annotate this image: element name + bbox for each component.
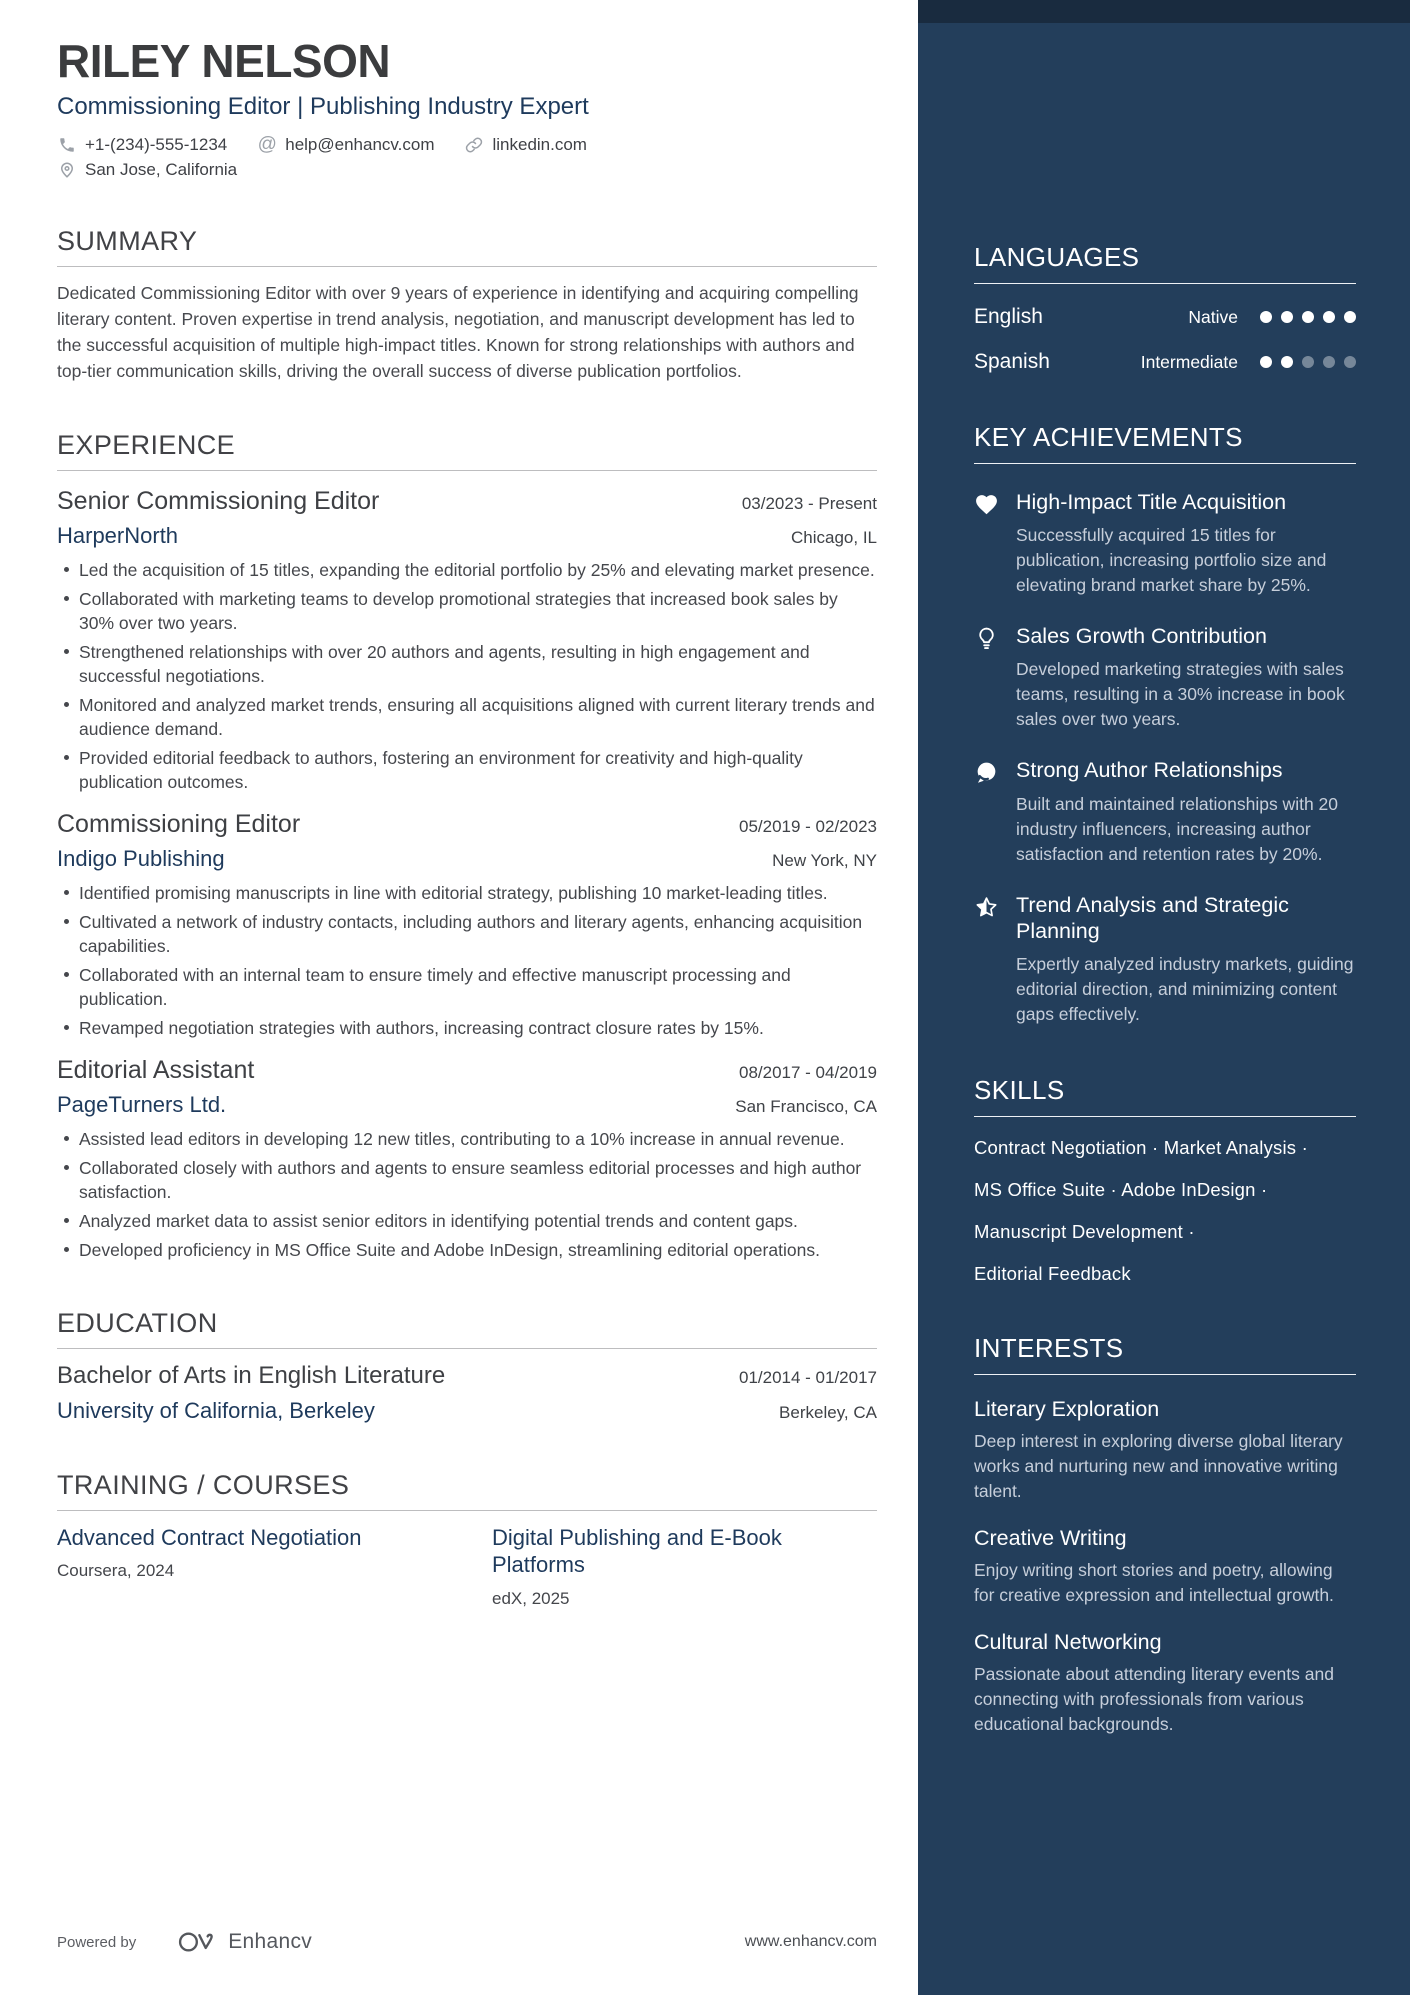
job-title: Senior Commissioning Editor <box>57 486 380 515</box>
degree-title: Bachelor of Arts in English Literature <box>57 1361 446 1389</box>
section-divider <box>974 1374 1356 1375</box>
level-dot <box>1302 356 1314 368</box>
interests-heading: INTERESTS <box>974 1333 1124 1364</box>
location-pin-icon <box>57 160 77 180</box>
interest-item <box>974 1526 1356 1608</box>
heart-icon <box>974 489 1016 598</box>
level-dot <box>1323 311 1335 323</box>
level-dot <box>1260 311 1272 323</box>
brand-name: Enhancv <box>228 1930 313 1953</box>
course-title: Advanced Contract Negotiation <box>57 1524 362 1550</box>
phone-number: +1-(234)-555-1234 <box>85 134 228 154</box>
language-level-dots <box>1260 311 1356 323</box>
job-company: Indigo Publishing <box>57 845 225 871</box>
job-dates: 05/2019 - 02/2023 <box>738 816 877 836</box>
section-divider <box>57 266 877 267</box>
level-dot <box>1302 311 1314 323</box>
bullet-item: Strengthened relationships with over 20 authors and agents, resulting in high engagement and successful negotiations. <box>57 640 877 688</box>
interest-title: Creative Writing <box>974 1526 1127 1551</box>
phone-contact[interactable] <box>57 135 227 155</box>
experience-heading: EXPERIENCE <box>57 429 236 460</box>
powered-by-label: Powered by <box>57 1933 137 1951</box>
bullet-item: Assisted lead editors in developing 12 new titles, contributing to a 10% increase in annual revenue. <box>57 1127 877 1151</box>
achievement-item <box>974 623 1356 732</box>
footer <box>57 1929 877 1955</box>
interest-item <box>974 1630 1356 1737</box>
bullet-item: Collaborated closely with authors and agents to ensure seamless editorial processes and high author satisfaction. <box>57 1156 877 1204</box>
level-dot <box>1323 356 1335 368</box>
school-name: University of California, Berkeley <box>57 1397 375 1423</box>
job-location: New York, NY <box>772 850 877 870</box>
languages-section <box>974 242 1356 374</box>
language-name: English <box>974 305 1043 328</box>
job-bullets <box>57 558 877 794</box>
language-row <box>974 350 1356 374</box>
email-icon: @ <box>257 134 277 156</box>
panel-top-stripe <box>918 0 1410 23</box>
bullet-item: Collaborated with marketing teams to develop promotional strategies that increased book sales by 30% over two years. <box>57 587 877 635</box>
achievement-title: Strong Author Relationships <box>1016 758 1283 783</box>
location-contact <box>57 160 237 180</box>
section-divider <box>57 470 877 471</box>
bullet-item: Developed proficiency in MS Office Suite and Adobe InDesign, streamlining editorial operations. <box>57 1238 877 1262</box>
course-provider: Coursera, 2024 <box>57 1561 175 1581</box>
author-icon <box>974 757 1016 866</box>
level-dot <box>1281 356 1293 368</box>
job-bullets <box>57 1127 877 1262</box>
achievements-heading: KEY ACHIEVEMENTS <box>974 422 1243 452</box>
bullet-item: Analyzed market data to assist senior editors in identifying potential trends and content gaps. <box>57 1209 877 1233</box>
email-address: help@enhancv.com <box>285 134 435 154</box>
achievement-description: Successfully acquired 15 titles for publication, increasing portfolio size and elevating brand market share by 25%. <box>1016 525 1327 596</box>
job-entry <box>57 810 877 1040</box>
skill-line: Editorial Feedback <box>974 1263 1131 1285</box>
job-entry <box>57 1056 877 1262</box>
achievement-item <box>974 757 1356 866</box>
interest-description: Deep interest in exploring diverse global literary works and nurturing new and innovative writing talent. <box>974 1431 1343 1502</box>
job-dates: 08/2017 - 04/2019 <box>738 1062 877 1082</box>
section-divider <box>974 1116 1356 1117</box>
lightbulb-icon <box>974 623 1016 732</box>
summary-text: Dedicated Commissioning Editor with over 9 years of experience in identifying and acquiring compelling literary content. Proven expertise in trend analysis, negotiation, and manuscript development has led to the successful acquisition of multiple high-impact titles. Known for strong relationships with authors and top-tier communication skills, driving the overall success of diverse publication portfolios. <box>57 282 859 381</box>
language-row <box>974 305 1356 329</box>
education-dates: 01/2014 - 01/2017 <box>738 1367 877 1387</box>
interest-description: Passionate about attending literary events and connecting with professionals from various educational backgrounds. <box>974 1664 1334 1735</box>
summary-section <box>57 226 877 384</box>
link-url: linkedin.com <box>492 134 587 154</box>
interests-section <box>974 1333 1356 1737</box>
training-heading: TRAINING / COURSES <box>57 1469 350 1500</box>
bullet-item: Provided editorial feedback to authors, fostering an environment for creativity and high-quality publication outcomes. <box>57 746 877 794</box>
job-location: Chicago, IL <box>791 527 877 547</box>
language-level: Native <box>1188 306 1238 327</box>
course-entry <box>57 1524 442 1609</box>
skill-line: MS Office Suite · Adobe InDesign · <box>974 1179 1268 1201</box>
bullet-item: Cultivated a network of industry contacts, including authors and literary agents, enhancing acquisition capabilities. <box>57 910 877 958</box>
job-title: Commissioning Editor <box>57 809 301 838</box>
sidebar-panel <box>918 0 1410 1995</box>
achievement-description: Expertly analyzed industry markets, guiding editorial direction, and minimizing content gaps effectively. <box>1016 954 1354 1025</box>
training-section <box>57 1470 877 1609</box>
achievement-description: Built and maintained relationships with 20 industry influencers, increasing author satisfaction and retention rates by 20%. <box>1016 793 1338 864</box>
achievement-item <box>974 489 1356 598</box>
contact-info <box>57 135 877 180</box>
course-provider: edX, 2025 <box>492 1588 570 1608</box>
job-entry <box>57 487 877 794</box>
job-location: San Francisco, CA <box>735 1096 877 1116</box>
achievement-description: Developed marketing strategies with sales teams, resulting in a 30% increase in book sales over two years. <box>1016 659 1345 730</box>
level-dot <box>1344 356 1356 368</box>
achievement-title: Trend Analysis and Strategic Planning <box>1016 892 1289 943</box>
course-title: Digital Publishing and E-Book Platforms <box>492 1524 782 1578</box>
person-name: RILEY NELSON <box>57 35 391 87</box>
achievement-item <box>974 892 1356 1027</box>
achievement-title: Sales Growth Contribution <box>1016 624 1267 649</box>
achievements-section <box>974 422 1356 1027</box>
contact-row-1 <box>57 135 877 155</box>
course-entry <box>492 1524 877 1609</box>
experience-section <box>57 430 877 1262</box>
section-divider <box>57 1348 877 1349</box>
language-level-dots <box>1260 356 1356 368</box>
education-location: Berkeley, CA <box>779 1402 877 1422</box>
job-dates: 03/2023 - Present <box>741 493 877 513</box>
email-contact[interactable] <box>257 135 434 155</box>
job-company: HarperNorth <box>57 522 179 548</box>
skills-section <box>974 1075 1356 1285</box>
level-dot <box>1260 356 1272 368</box>
level-dot <box>1344 311 1356 323</box>
job-company: PageTurners Ltd. <box>57 1091 227 1117</box>
person-headline: Commissioning Editor | Publishing Industry Expert <box>57 92 589 120</box>
language-name: Spanish <box>974 350 1050 373</box>
education-section <box>57 1308 877 1424</box>
interest-item <box>974 1397 1356 1504</box>
bullet-item: Led the acquisition of 15 titles, expanding the editorial portfolio by 25% and elevating market presence. <box>57 558 877 582</box>
education-heading: EDUCATION <box>57 1307 218 1338</box>
languages-heading: LANGUAGES <box>974 242 1140 272</box>
language-level: Intermediate <box>1140 351 1238 372</box>
section-divider <box>974 463 1356 464</box>
interest-title: Literary Exploration <box>974 1397 1160 1422</box>
phone-icon <box>57 135 77 155</box>
job-title: Editorial Assistant <box>57 1055 255 1084</box>
star-icon <box>974 892 1016 1027</box>
bullet-item: Identified promising manuscripts in line with editorial strategy, publishing 10 market-leading titles. <box>57 881 877 905</box>
interest-description: Enjoy writing short stories and poetry, allowing for creative expression and intellectual growth. <box>974 1560 1334 1606</box>
location-text: San Jose, California <box>85 159 238 179</box>
bullet-item: Revamped negotiation strategies with authors, increasing contract closure rates by 15%. <box>57 1016 877 1040</box>
link-contact[interactable] <box>464 135 587 155</box>
achievement-title: High-Impact Title Acquisition <box>1016 490 1287 514</box>
footer-website[interactable]: www.enhancv.com <box>744 1933 877 1950</box>
level-dot <box>1281 311 1293 323</box>
section-divider <box>974 283 1356 284</box>
skills-heading: SKILLS <box>974 1075 1065 1106</box>
job-bullets <box>57 881 877 1040</box>
skill-line: Contract Negotiation · Market Analysis · <box>974 1137 1308 1159</box>
skill-line: Manuscript Development · <box>974 1221 1195 1243</box>
interest-title: Cultural Networking <box>974 1630 1162 1655</box>
section-divider <box>57 1510 877 1511</box>
link-icon <box>464 135 484 155</box>
enhancv-logo-icon <box>178 1929 218 1955</box>
summary-heading: SUMMARY <box>57 225 198 256</box>
bullet-item: Monitored and analyzed market trends, ensuring all acquisitions aligned with current literary trends and audience demand. <box>57 693 877 741</box>
contact-row-2 <box>57 160 877 180</box>
bullet-item: Collaborated with an internal team to ensure timely and effective manuscript processing and publication. <box>57 963 877 1011</box>
